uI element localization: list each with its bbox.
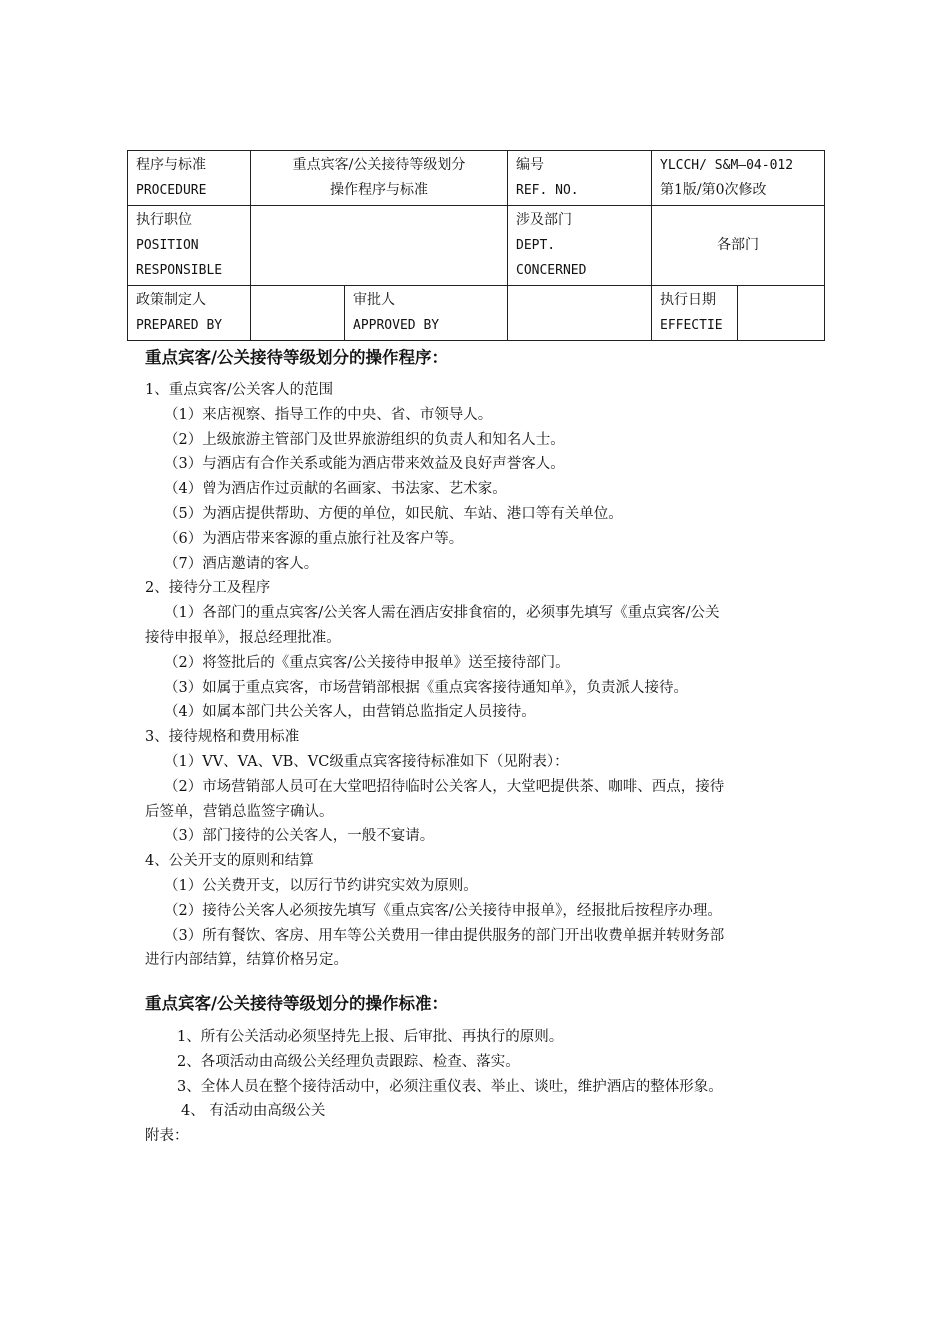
dept-value-cell <box>652 206 825 286</box>
procedure-label-cell <box>128 151 251 206</box>
effective-value-cell <box>738 286 825 341</box>
text-line: （2）上级旅游主管部门及世界旅游组织的负责人和知名人士。 <box>164 431 565 448</box>
ref-label-cn: 编号 <box>516 157 544 173</box>
procedure-label-cn: 程序与标准 <box>136 157 206 173</box>
document-title-cell <box>251 151 508 206</box>
position-label-cell <box>128 206 251 286</box>
effective-label-cell <box>652 286 738 341</box>
dept-value: 各部门 <box>717 237 759 253</box>
ref-label-cell <box>508 151 652 206</box>
approved-value-cell <box>508 286 652 341</box>
dept-label-cn: 涉及部门 <box>516 212 572 228</box>
dept-label-en2: CONCERNED <box>516 263 587 278</box>
header-row-prepared <box>128 286 825 341</box>
position-label-en2: RESPONSIBLE <box>136 263 223 278</box>
text-line: 1、所有公关活动必须坚持先上报、后审批、再执行的原则。 <box>177 1029 564 1045</box>
text-line: 附表： <box>145 1128 189 1145</box>
text-line: 2、接待分工及程序 <box>145 580 271 597</box>
text-line: 2、各项活动由高级公关经理负责跟踪、检查、落实。 <box>177 1053 520 1070</box>
text-line: （1）VV、VA、VB、VC级重点宾客接待标准如下（见附表）： <box>164 753 569 770</box>
text-line: （3）所有餐饮、客房、用车等公关费用一律由提供服务的部门开出收费单据并转财务部 <box>164 927 725 944</box>
text-line: 3、接待规格和费用标准 <box>145 729 300 746</box>
text-line: （2）接待公关客人必须按先填写《重点宾客/公关接待申报单》，经报批后按程序办理。 <box>164 902 722 919</box>
header-row-position <box>128 206 825 286</box>
ref-version: 第1版/第0次修改 <box>660 182 767 198</box>
text-line: 1、重点宾客/公关客人的范围 <box>145 382 334 398</box>
prepared-label-cell <box>128 286 251 341</box>
approved-label-cell <box>345 286 508 341</box>
text-line: （1）来店视察、指导工作的中央、省、市领导人。 <box>164 406 493 423</box>
prepared-label-en: PREPARED BY <box>136 318 223 333</box>
ref-value-cell <box>652 151 825 206</box>
approved-label-en: APPROVED BY <box>353 318 440 333</box>
text-line: 进行内部结算，结算价格另定。 <box>145 952 348 969</box>
text-line: （3）与酒店有合作关系或能为酒店带来效益及良好声誉客人。 <box>164 456 565 473</box>
procedure-heading: 重点宾客/公关接待等级划分的操作程序： <box>145 348 449 367</box>
effective-label-cn: 执行日期 <box>660 292 716 308</box>
standard-body <box>145 1025 813 1149</box>
text-line: （2）市场营销部人员可在大堂吧招待临时公关客人，大堂吧提供茶、咖啡、西点，接待 <box>164 778 725 795</box>
procedure-body <box>145 378 813 973</box>
text-line: （4）曾为酒店作过贡献的名画家、书法家、艺术家。 <box>164 481 507 498</box>
text-line: 3、全体人员在整个接待活动中，必须注重仪表、举止、谈吐，维护酒店的整体形象。 <box>177 1078 723 1095</box>
standard-heading: 重点宾客/公关接待等级划分的操作标准： <box>145 994 449 1013</box>
text-line: 后签单，营销总监签字确认。 <box>145 803 334 820</box>
prepared-label-cn: 政策制定人 <box>136 292 206 308</box>
dept-label-en1: DEPT. <box>516 238 556 253</box>
procedure-label-en: PROCEDURE <box>136 183 207 198</box>
ref-label-en: REF. NO. <box>516 183 579 198</box>
position-label-cn: 执行职位 <box>136 212 192 228</box>
position-label-en1: POSITION <box>136 238 199 253</box>
document-title-line1: 重点宾客/公关接待等级划分 <box>292 157 466 173</box>
header-row-procedure <box>128 151 825 206</box>
document-title-line2: 操作程序与标准 <box>330 182 428 198</box>
text-line: （3）如属于重点宾客，市场营销部根据《重点宾客接待通知单》，负责派人接待。 <box>164 679 688 696</box>
header-table <box>127 150 825 341</box>
position-value-cell <box>251 206 508 286</box>
text-line: 4、公关开支的原则和结算 <box>145 853 314 870</box>
effective-label-en: EFFECTIE <box>660 318 723 333</box>
text-line: （1）公关费开支，以厉行节约讲究实效为原则。 <box>164 877 478 894</box>
prepared-value-cell <box>251 286 345 341</box>
text-line: （2）将签批后的《重点宾客/公关接待申报单》送至接待部门。 <box>164 654 570 671</box>
text-line: （3）部门接待的公关客人，一般不宴请。 <box>164 828 435 845</box>
approved-label-cn: 审批人 <box>353 292 395 308</box>
text-line: （6）为酒店带来客源的重点旅行社及客户等。 <box>164 530 464 547</box>
text-line: （4）如属本部门共公关客人，由营销总监指定人员接待。 <box>164 704 536 721</box>
text-line: （7）酒店邀请的客人。 <box>164 555 319 572</box>
text-line: 接待申报单》，报总经理批准。 <box>145 629 341 646</box>
text-line: （1）各部门的重点宾客/公关客人需在酒店安排食宿的，必须事先填写《重点宾客/公关 <box>164 605 720 622</box>
text-line: 4、 有活动由高级公关 <box>181 1103 326 1120</box>
text-line: （5）为酒店提供帮助、方便的单位，如民航、车站、港口等有关单位。 <box>164 505 623 522</box>
ref-code: YLCCH/ S&M—04-012 <box>660 158 794 173</box>
dept-label-cell <box>508 206 652 286</box>
